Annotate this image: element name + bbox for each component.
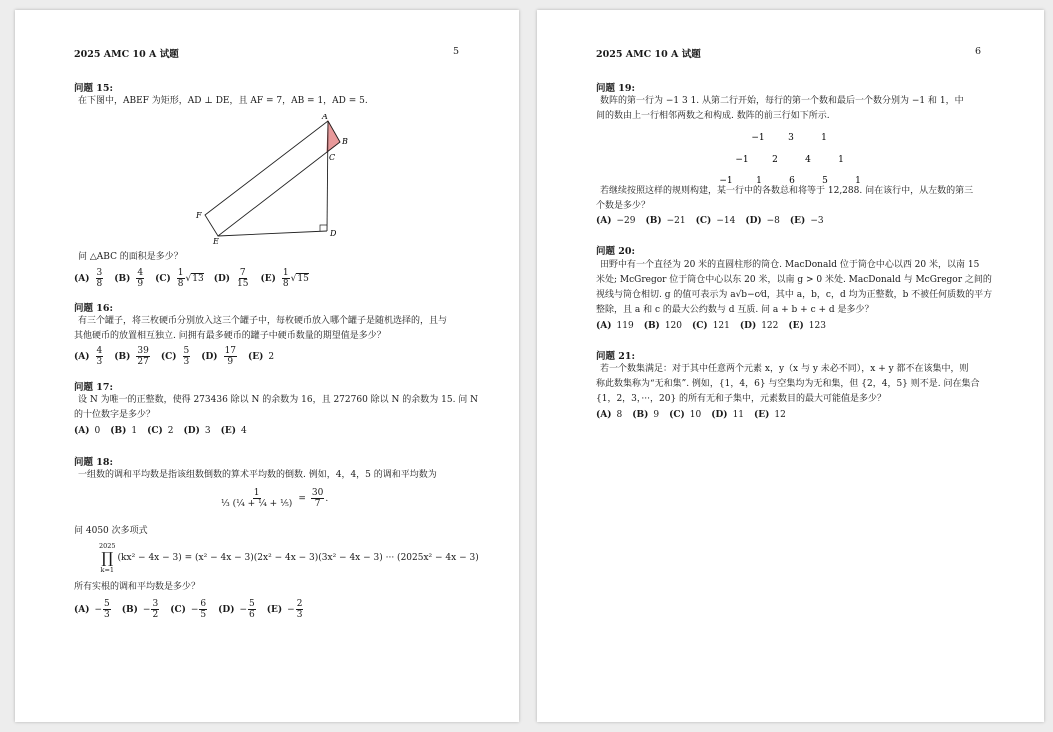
question-19-line-1: 数阵的第一行为 −1 3 1. 从第二行开始，每行的第一个数和最后一个数分别为 −1 和 1，中 (600, 96, 964, 106)
question-15-question: 问 △ABC 的面积是多少？ (78, 252, 183, 262)
option-d[interactable]: (D) 11 (711, 410, 745, 420)
page-6 (537, 10, 1044, 722)
question-19-line-2: 间的数由上一行相邻两数之和构成. 数阵的前三行如下所示. (596, 111, 830, 121)
row-3-cell-2: 1 (756, 176, 762, 186)
label-f: F (196, 211, 202, 220)
option-b[interactable]: (B) −21 (645, 216, 686, 226)
option-e[interactable]: (E) 123 (788, 321, 826, 331)
row-1-cell-1: −1 (751, 133, 765, 143)
option-e[interactable]: (E) −3 (789, 216, 824, 226)
option-a[interactable]: (A) 8 (596, 410, 623, 420)
question-21-line-1: 若一个数集满足：对于其中任意两个元素 x，y（x 与 y 未必不同），x + y 都不在该集中，则 (600, 364, 969, 374)
question-17-line-2: 的十位数字是多少？ (74, 410, 156, 420)
option-e[interactable]: (E) − $\frac{2}{3}$ (266, 599, 303, 620)
row-1-cell-3: 1 (821, 133, 827, 143)
option-a[interactable]: (A) $\frac{4}{3}$ (74, 346, 103, 367)
label-d: D (330, 229, 337, 238)
option-b[interactable]: (B) $\frac{39}{27}$ (114, 346, 149, 367)
label-b: B (342, 137, 348, 146)
option-a[interactable]: (A) 119 (596, 321, 634, 331)
option-b[interactable]: (B) $\frac{4}{9}$ (114, 268, 144, 289)
page-header: 2025 AMC 10 A 试题 (596, 49, 701, 60)
harmonic-mean-formula: $\frac{1}{\text{⅓ (¼ + ¼ + ⅕)}}$ = $\frac{30}{7}$ . (221, 488, 329, 509)
segment-de (218, 231, 327, 236)
right-angle-mark (320, 225, 327, 231)
row-3-cell-3: 6 (789, 176, 795, 186)
question-20-line-4: 整除，且 a 和 c 的最大公约数与 d 互质. 问 a + b + c + d 是多少？ (596, 305, 874, 315)
option-d[interactable]: (D) −8 (745, 216, 780, 226)
page-header: 2025 AMC 10 A 试题 (74, 49, 179, 60)
row-3-cell-5: 1 (855, 176, 861, 186)
option-b[interactable]: (B) 1 (110, 426, 138, 436)
row-3-cell-1: −1 (719, 176, 733, 186)
option-d[interactable]: (D) $\frac{17}{9}$ (201, 346, 237, 367)
option-c[interactable]: (C) $\frac{1}{8}$ √ 13 (155, 268, 204, 289)
option-d[interactable]: (D) 3 (183, 426, 211, 436)
question-19-line-3: 若继续按照这样的规则构建，某一行中的各数总和将等于 12,288. 问在该行中，从左数的第三 (600, 186, 974, 196)
question-19-line-4: 个数是多少？ (596, 201, 651, 211)
page-number: 5 (453, 46, 460, 57)
option-b[interactable]: (B) − $\frac{3}{2}$ (121, 599, 159, 620)
question-16-line-2: 其他硬币的放置相互独立. 问拥有最多硬币的罐子中硬币数量的期望值是多少？ (74, 331, 386, 341)
question-21-line-3: {1，2，3，···，20} 的所有无和子集中，元素数目的最大可能值是多少？ (596, 394, 887, 404)
question-20-line-3: 视线与筒仓相切. g 的值可表示为 a√b−c⁄d，其中 a，b，c，d 均为正整数，b 不被任何质数的平方 (596, 290, 993, 300)
label-c: C (329, 153, 336, 162)
row-2-cell-1: −1 (735, 155, 749, 165)
question-20-options (596, 321, 836, 331)
option-d[interactable]: (D) − $\frac{5}{6}$ (218, 599, 255, 620)
rectangle-abef (205, 121, 340, 236)
question-18-line-1: 一组数的调和平均数是指该组数倒数的算术平均数的倒数. 例如，4，4，5 的调和平均数为 (78, 470, 437, 480)
option-a[interactable]: (A) 0 (74, 426, 101, 436)
question-21-title: 问题 21: (596, 351, 636, 362)
option-b[interactable]: (B) 120 (643, 321, 682, 331)
option-d[interactable]: (D) 122 (739, 321, 779, 331)
question-16-options (74, 346, 284, 367)
option-c[interactable]: (C) $\frac{5}{3}$ (160, 346, 190, 367)
option-a[interactable]: (A) − $\frac{5}{3}$ (74, 599, 110, 620)
option-c[interactable]: (C) 10 (669, 410, 702, 420)
question-20-line-2: 米处; McGregor 位于筒仓中心以东 20 米，以南 g > 0 米处. MacDonald 与 McGregor 之间的 (596, 275, 992, 285)
option-b[interactable]: (B) 9 (632, 410, 660, 420)
question-16-title: 问题 16: (74, 303, 114, 314)
question-15-title: 问题 15: (74, 83, 114, 94)
question-17-line-1: 设 N 为唯一的正整数，使得 273436 除以 N 的余数为 16，且 272760 除以 N 的余数为 15. 问 N (78, 395, 479, 405)
option-a[interactable]: (A) −29 (596, 216, 636, 226)
option-c[interactable]: (C) −14 (695, 216, 736, 226)
option-a[interactable]: (A) $\frac{3}{8}$ (74, 268, 103, 289)
question-18-options (74, 599, 314, 620)
option-e[interactable]: (E) 2 (248, 351, 275, 362)
option-c[interactable]: (C) 121 (692, 321, 730, 331)
question-19-options (596, 216, 834, 226)
page-number: 6 (975, 46, 982, 57)
option-c[interactable]: (C) 2 (147, 426, 174, 436)
question-20-line-1: 田野中有一个直径为 20 米的直圆柱形的筒仓. MacDonald 位于筒仓中心以西 20 米，以南 15 (600, 260, 980, 270)
question-18-line-3: 所有实根的调和平均数是多少？ (74, 582, 201, 592)
question-15-text: 在下图中，ABEF 为矩形，AD ⊥ DE，且 AF = 7，AB = 1，AD = 5. (78, 96, 368, 106)
question-17-options (74, 426, 257, 436)
question-20-title: 问题 20: (596, 246, 636, 257)
row-1-cell-2: 3 (788, 133, 794, 143)
polynomial-product: 2025 ∏ k=1 (kx² − 4x − 3) = (x² − 4x − 3)(2x² − 4x − 3)(3x² − 4x − 3) ··· (2025x² − 4x − 3) (99, 542, 479, 574)
option-e[interactable]: (E) $\frac{1}{8}$ √ 15 (260, 268, 309, 289)
row-2-cell-4: 1 (838, 155, 844, 165)
row-2-cell-3: 4 (805, 155, 811, 165)
question-18-line-2: 问 4050 次多项式 (74, 526, 148, 536)
number-triangle (717, 128, 877, 190)
page-5 (15, 10, 519, 722)
label-a: A (322, 114, 328, 121)
option-e[interactable]: (E) 4 (220, 426, 247, 436)
option-e[interactable]: (E) 12 (754, 410, 786, 420)
label-e: E (213, 237, 219, 244)
option-d[interactable]: (D) $\frac{7}{15}$ (213, 268, 249, 289)
question-15-options (74, 268, 319, 289)
question-19-title: 问题 19: (596, 83, 636, 94)
question-17-title: 问题 17: (74, 382, 114, 393)
question-21-line-2: 称此数集称为“无和集”. 例如，{1，4，6} 与空集均为无和集，但 {2，4，5} 则不是. 问在集合 (596, 379, 980, 389)
question-16-line-1: 有三个罐子，将三枚硬币分别放入这三个罐子中，每枚硬币放入哪个罐子是随机选择的，且与 (78, 316, 448, 326)
option-c[interactable]: (C) − $\frac{6}{5}$ (170, 599, 207, 620)
question-18-title: 问题 18: (74, 457, 114, 468)
row-3-cell-4: 5 (822, 176, 828, 186)
question-15-figure (195, 114, 355, 244)
question-21-options (596, 410, 796, 420)
row-2-cell-2: 2 (772, 155, 778, 165)
